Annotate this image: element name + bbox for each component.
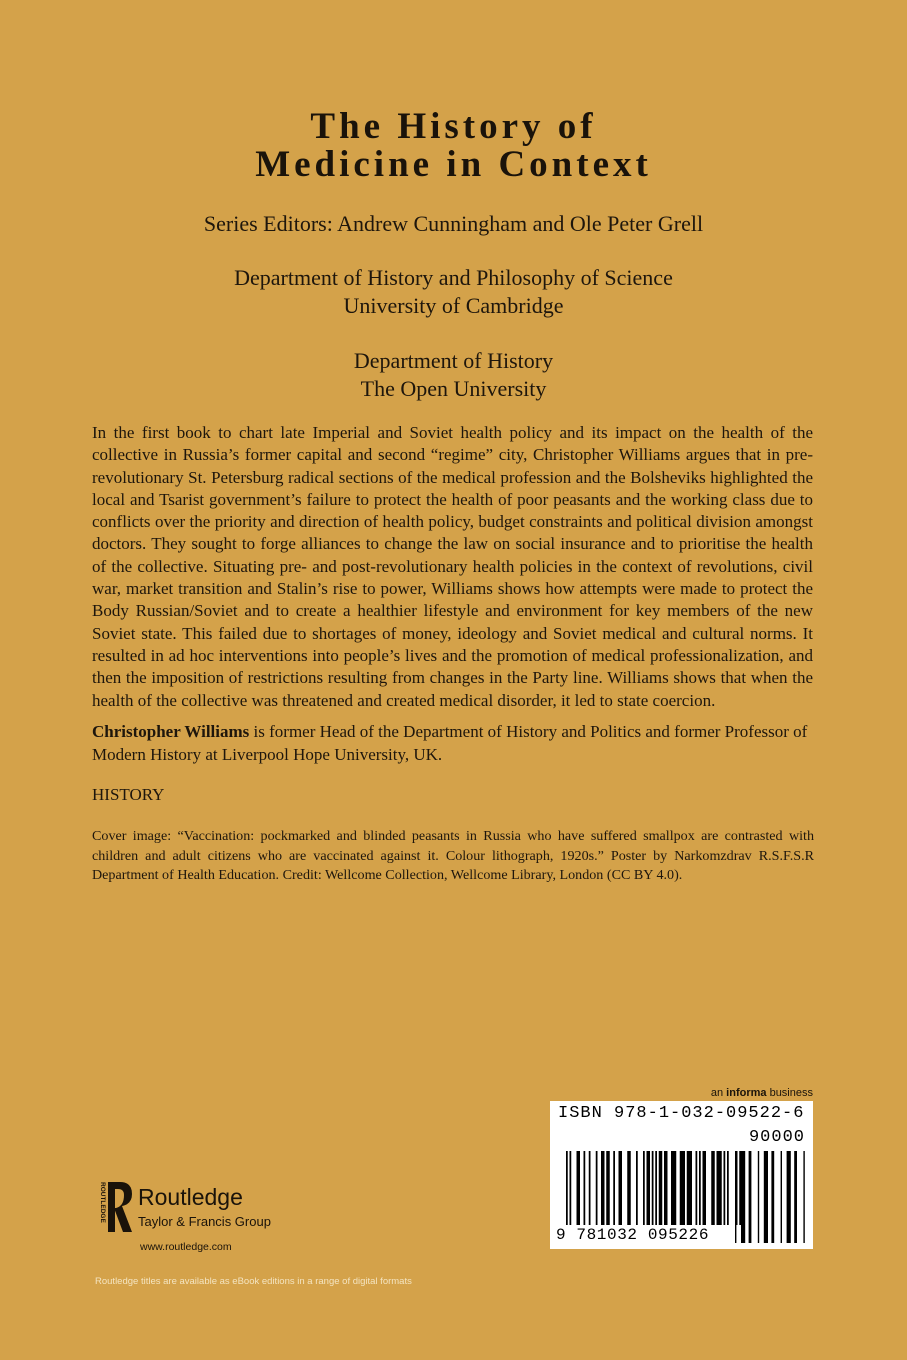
series-title-line-1: The History of <box>310 106 597 147</box>
barcode-bar <box>655 1151 657 1225</box>
barcode-bar <box>566 1151 568 1225</box>
routledge-r-shape <box>108 1182 132 1232</box>
barcode-bar <box>596 1151 598 1225</box>
barcode-bar <box>647 1151 651 1225</box>
barcode-bar <box>671 1151 676 1225</box>
cambridge-university-name: University of Cambridge <box>343 293 564 318</box>
cover-image-credit: Cover image: “Vaccination: pockmarked and blinded peasants in Russia who have suffered smallpox are contrasted with children and adult citizens who are vaccinated against it. Colour lithograph, 1920s.” Poster by Narkomzdrav R.S.F.S.R Department of Health Education. Credit: Wellcome Collection, Wellcome Library, London (CC BY 4.0). <box>92 828 814 883</box>
barcode-bar <box>659 1151 663 1225</box>
barcode-bar <box>794 1151 797 1243</box>
barcode-bar <box>764 1151 768 1243</box>
barcode-bar <box>680 1151 685 1225</box>
open-university-department <box>0 347 907 403</box>
barcode-bar <box>703 1151 707 1225</box>
ean-digits: 9 781032 095226 <box>556 1226 710 1244</box>
barcode-bar <box>619 1151 623 1225</box>
informa-word: informa <box>726 1087 767 1099</box>
series-editors: Series Editors: Andrew Cunningham and Ole Peter Grell <box>203 211 704 236</box>
barcode-bar <box>570 1151 572 1225</box>
publisher-group: Taylor & Francis Group <box>138 1214 271 1229</box>
publisher-name: Routledge <box>138 1184 243 1210</box>
subject-category: HISTORY <box>92 785 165 804</box>
barcode-bar <box>601 1151 605 1225</box>
isbn-barcode <box>550 1101 813 1249</box>
barcode-bar <box>717 1151 722 1225</box>
barcode-bar <box>711 1151 715 1225</box>
barcode-bar <box>577 1151 581 1225</box>
open-university-department-name: Department of History <box>353 348 554 373</box>
barcode-bar <box>643 1151 645 1225</box>
barcode-bar <box>771 1151 774 1243</box>
price-code: 90000 <box>748 1128 805 1147</box>
barcode-bar <box>606 1151 610 1225</box>
barcode-bar <box>803 1151 804 1243</box>
barcode-bar <box>652 1151 654 1225</box>
barcode-bar <box>739 1151 741 1225</box>
barcode-bar <box>727 1151 729 1225</box>
informa-suffix: business <box>766 1087 813 1099</box>
barcode-bar <box>749 1151 752 1243</box>
informa-business-tag <box>650 1087 813 1099</box>
book-blurb: In the first book to chart late Imperial and Soviet health policy and its impact on the health of the collective in Russia’s former capital and second “regime” city, Christopher Williams argues that in pre-revolutionary St. Petersburg radical sections of the medical profession and the Bolsheviks highlighted the local and Tsarist government’s failure to protect the health of poor peasants and the working class due to conflicts over the priority and direction of health policy, budget constraints and political division amongst doctors. They sought to forge alliances to change the law on social insurance and to prioritise the health of the collective. Situating pre- and post-revolutionary health policies in the context of revolutions, civil war, market transition and Stalin’s rise to power, Williams shows how attempts were made to protect the Body Russian/Soviet and to create a healthier lifestyle and environment for key members of the new Soviet state. This failed due to shortages of money, ideology and Soviet medical and cultural norms. It resulted in ad hoc interventions into people’s lives and the promotion of medical professionalization, and then the imposition of restrictions resulting from changes in the Party line. Williams shows that when the health of the collective was threatened and created medical disorder, it led to state coercion. <box>92 423 813 710</box>
series-title <box>0 108 907 184</box>
informa-prefix: an <box>710 1087 727 1099</box>
barcode-bar <box>613 1151 615 1225</box>
author-bio <box>92 721 813 766</box>
barcode-bar <box>758 1151 759 1243</box>
routledge-vertical-mark: ROUTLEDGE <box>99 1182 106 1223</box>
isbn-text: ISBN 978-1-032-09522-6 <box>558 1104 805 1123</box>
routledge-logo-icon <box>94 1180 134 1234</box>
author-name: Christopher Williams <box>92 722 250 741</box>
barcode-bar <box>699 1151 701 1225</box>
ebook-note: Routledge titles are available as eBook editions in a range of digital formats <box>95 1276 412 1287</box>
barcode-bar <box>735 1151 736 1243</box>
barcode-bar <box>741 1151 745 1243</box>
barcode-bar <box>696 1151 698 1225</box>
cambridge-department <box>0 264 907 320</box>
cambridge-department-name: Department of History and Philosophy of Science <box>234 265 673 290</box>
barcode-bar <box>589 1151 591 1225</box>
barcode-bar <box>687 1151 692 1225</box>
author-bio-text: is former Head of the Department of History and Politics and former Professor of Modern History at Liverpool Hope University, UK. <box>92 722 808 764</box>
barcode-bar <box>627 1151 631 1225</box>
barcode-bar <box>781 1151 782 1243</box>
series-title-line-2: Medicine in Context <box>255 144 652 185</box>
publisher-url: www.routledge.com <box>140 1241 232 1253</box>
barcode-bar <box>636 1151 638 1225</box>
barcode-bar <box>787 1151 791 1243</box>
barcode-bar <box>724 1151 726 1225</box>
barcode-bar <box>584 1151 586 1225</box>
open-university-name: The Open University <box>360 376 547 401</box>
barcode-bar <box>664 1151 668 1225</box>
